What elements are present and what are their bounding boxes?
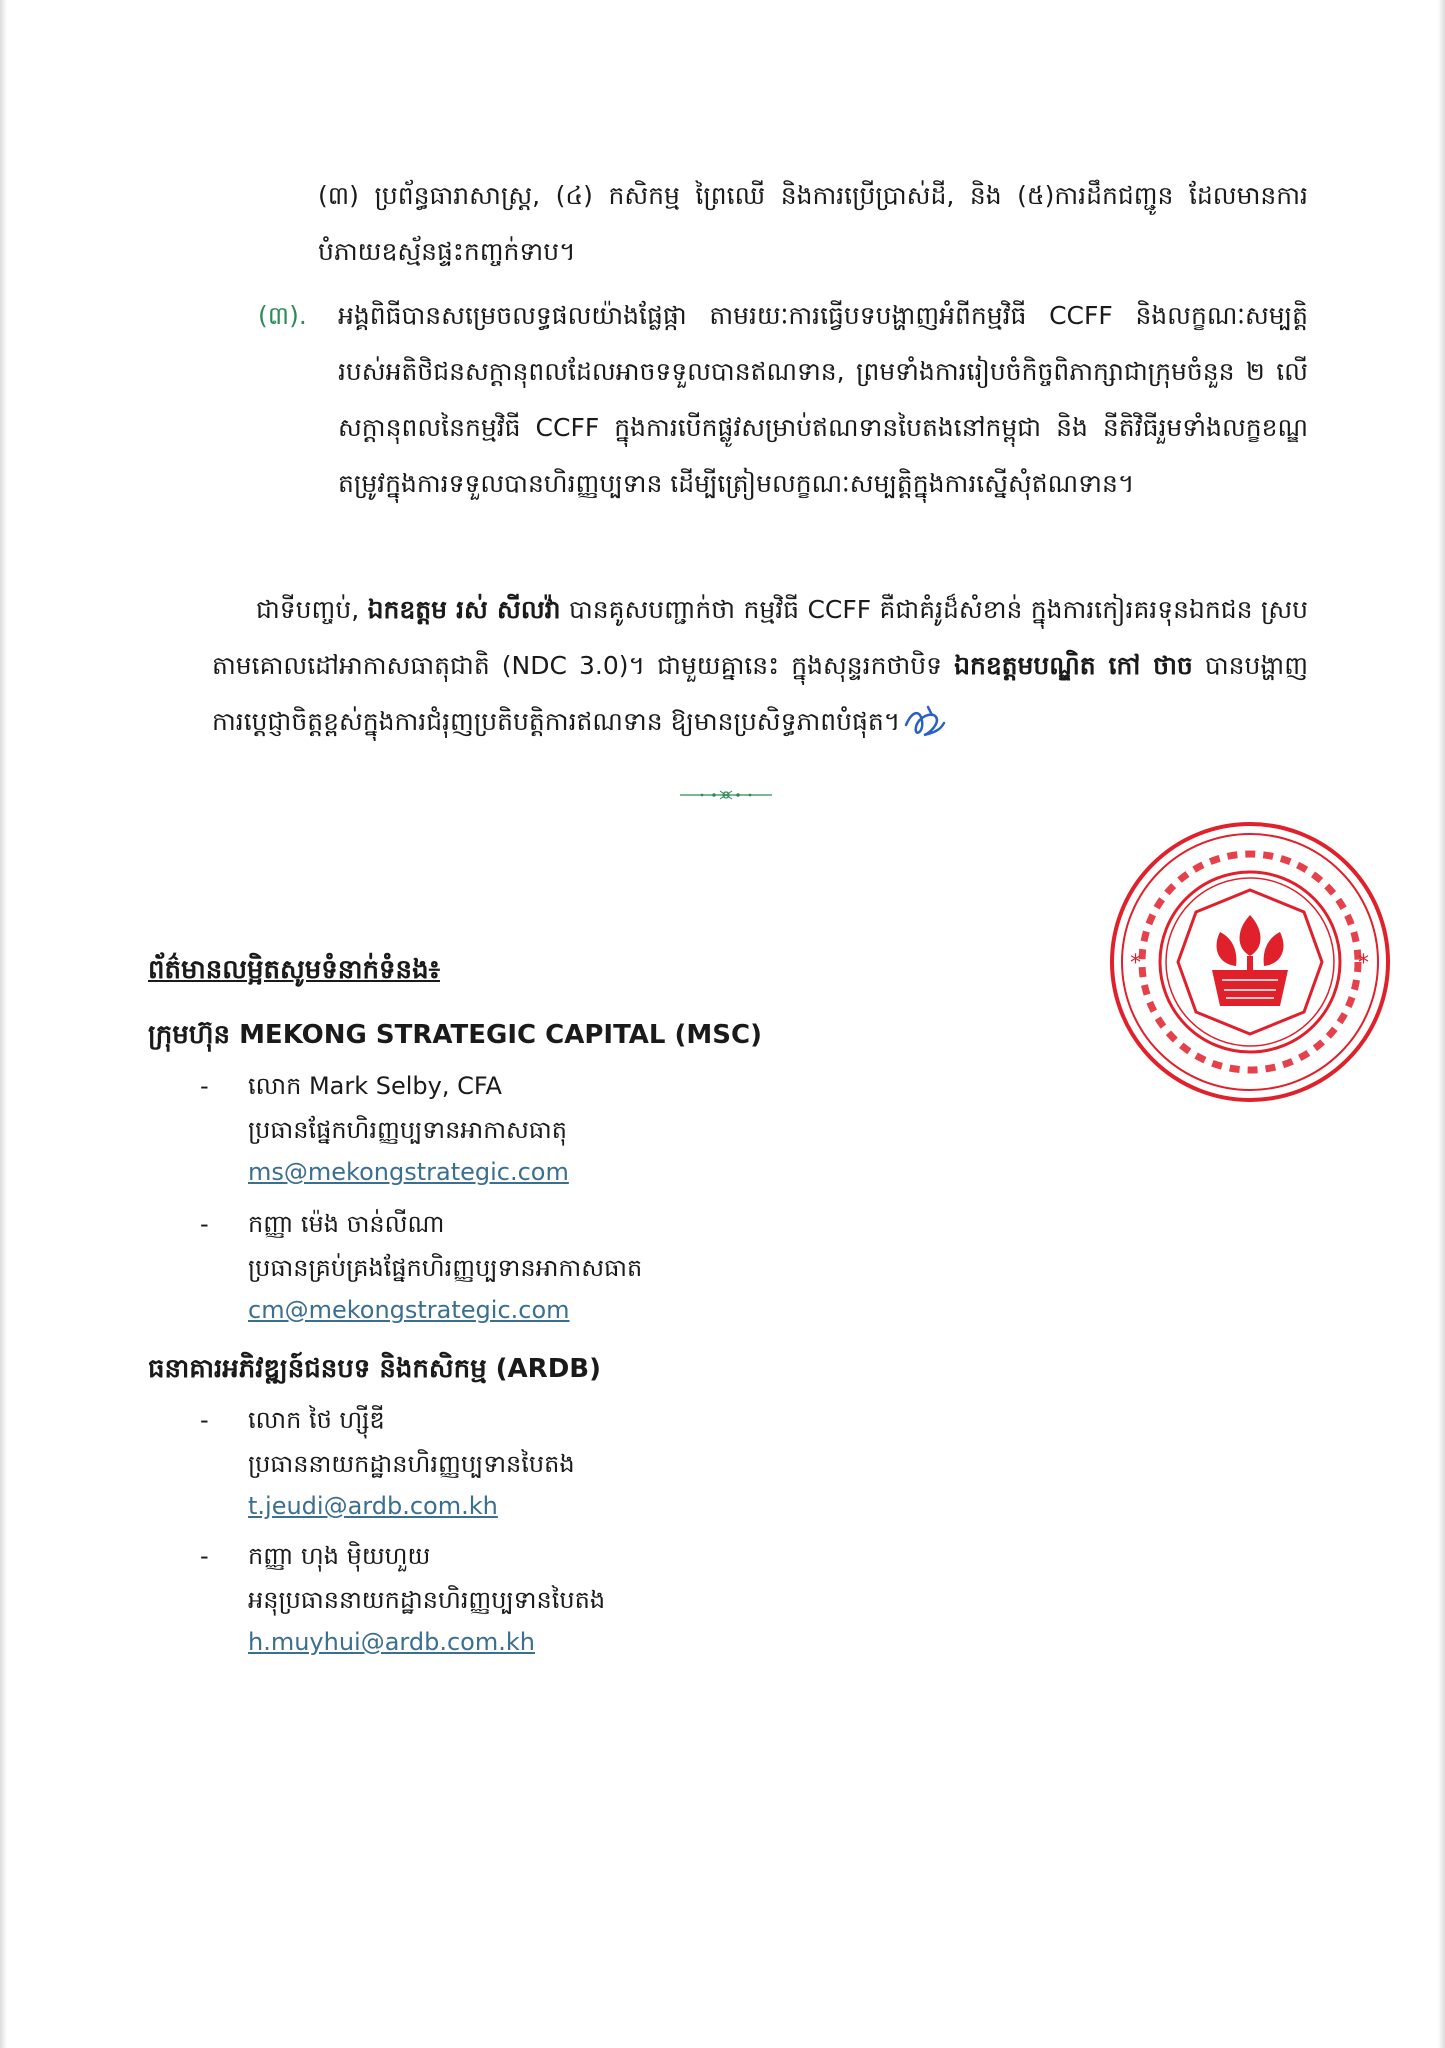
contact-person: - លោក Mark Selby, CFA ប្រធានផ្នែកហិរញ្ញប្បទានអាកាសធាតុ ms@mekongstrategic.com — [200, 1064, 569, 1192]
contact-person: - លោក ថៃ ហ្ស៊ីឌី ប្រធាននាយកដ្ឋានហិរញ្ញប្បទានបៃតង t.jeudi@ardb.com.kh — [200, 1398, 575, 1526]
contact-name: លោក Mark Selby, CFA — [248, 1072, 502, 1100]
paragraph-continuation: (៣) ប្រព័ន្ធធារាសាស្ត្រ, (៤) កសិកម្ម ព្រៃឈើ និងការប្រើប្រាស់ដី, និង (៥)ការដឹកជញ្ជូន ដែលមានការបំភាយឧស្ម័នផ្ទះកញ្ចក់ទាប។ — [318, 181, 1308, 266]
contacts-heading: ព័ត៌មានលម្អិតសូមទំនាក់ទំនង៖ — [148, 955, 440, 985]
contact-name: លោក ថៃ ហ្ស៊ីឌី — [248, 1406, 385, 1434]
contact-email-link[interactable]: t.jeudi@ardb.com.kh — [248, 1492, 498, 1520]
contact-person: - កញ្ញា ម៉េង ចាន់លីណា ប្រធានគ្រប់គ្រងផ្នែកហិរញ្ញប្បទានអាកាសធាត cm@mekongstrategic.com — [200, 1202, 642, 1330]
contact-email-link[interactable]: cm@mekongstrategic.com — [248, 1296, 570, 1324]
list-item-3 — [258, 288, 1308, 512]
org-name-msc: ក្រុមហ៊ុន MEKONG STRATEGIC CAPITAL (MSC) — [148, 1020, 762, 1050]
ornament-divider-icon — [680, 788, 772, 802]
scan-edge-right — [1438, 0, 1445, 2048]
contact-role: ប្រធាននាយកដ្ឋានហិរញ្ញប្បទានបៃតង — [248, 1450, 575, 1478]
org-name-ardb: ធនាគារអភិវឌ្ឍន៍ជនបទ និងកសិកម្ម (ARDB) — [148, 1354, 601, 1384]
initial-signature-icon — [902, 703, 946, 743]
conclusion-text-2: បានគូសបញ្ជាក់ថា កម្មវិធី CCFF គឺជាគំរូដ៏សំខាន់ ក្នុងការកៀរគរទុនឯកជន ស្របតាមគោលដៅអាកាសធាតុជាតិ (NDC 3.0)។ ជាមួយគ្នានេះ ក្នុងសុន្ទរកថាបិទ — [212, 595, 1308, 680]
svg-text:*: * — [1358, 951, 1369, 976]
contact-role: ប្រធានគ្រប់គ្រងផ្នែកហិរញ្ញប្បទានអាកាសធាត — [248, 1254, 643, 1282]
contact-email-link[interactable]: ms@mekongstrategic.com — [248, 1158, 569, 1186]
contact-email-link[interactable]: h.muyhui@ardb.com.kh — [248, 1628, 535, 1656]
list-marker: (៣). — [258, 301, 307, 330]
official-name-2: ឯកឧត្តមបណ្ឌិត កៅ ថាច — [954, 651, 1193, 680]
list-item-text: អង្គពិធីបានសម្រេចលទ្ធផលយ៉ាងផ្លែផ្កា តាមរយៈការធ្វើបទបង្ហាញអំពីកម្មវិធី CCFF និងលក្ខណៈសម្បត្តិរបស់អតិថិជនសក្តានុពលដែលអាចទទួលបានឥណទាន, ព្រមទាំងការរៀបចំកិច្ចពិភាក្សាជាក្រុមចំនួន ២ លើសក្តានុពលនៃកម្មវិធី CCFF ក្នុងការបើកផ្លូវសម្រាប់ឥណទានបៃតងនៅកម្ពុជា និង នីតិវិធីរួមទាំងលក្ខខណ្ឌតម្រូវក្នុងការទទួលបានហិរញ្ញប្បទាន ដើម្បីត្រៀមលក្ខណៈសម្បត្តិក្នុងការស្នើសុំឥណទាន។ — [338, 301, 1308, 498]
svg-text:*: * — [1130, 951, 1141, 976]
official-seal-icon — [1108, 820, 1392, 1104]
contact-role: អនុប្រធាននាយកដ្ឋានហិរញ្ញប្បទានបៃតង — [248, 1586, 606, 1614]
scan-edge-left — [0, 0, 7, 2048]
contact-name: កញ្ញា ហុង មុិយហួយ — [248, 1542, 431, 1570]
paragraph-conclusion — [212, 582, 1308, 750]
official-name-1: ឯកឧត្តម រស់ សីលវ៉ា — [367, 595, 561, 624]
contact-name: កញ្ញា ម៉េង ចាន់លីណា — [248, 1210, 445, 1238]
contact-role: ប្រធានផ្នែកហិរញ្ញប្បទានអាកាសធាតុ — [248, 1116, 567, 1144]
contact-person: - កញ្ញា ហុង មុិយហួយ អនុប្រធាននាយកដ្ឋានហិរញ្ញប្បទានបៃតង h.muyhui@ardb.com.kh — [200, 1534, 605, 1662]
conclusion-text-1: ជាទីបញ្ចប់, — [256, 595, 360, 624]
conclusion-text-3: បានបង្ហាញការប្តេជ្ញាចិត្តខ្ពស់ក្នុងការជំរុញប្រតិបត្តិការឥណទាន ឱ្យមានប្រសិទ្ធភាពបំផុត។ — [212, 651, 1308, 736]
